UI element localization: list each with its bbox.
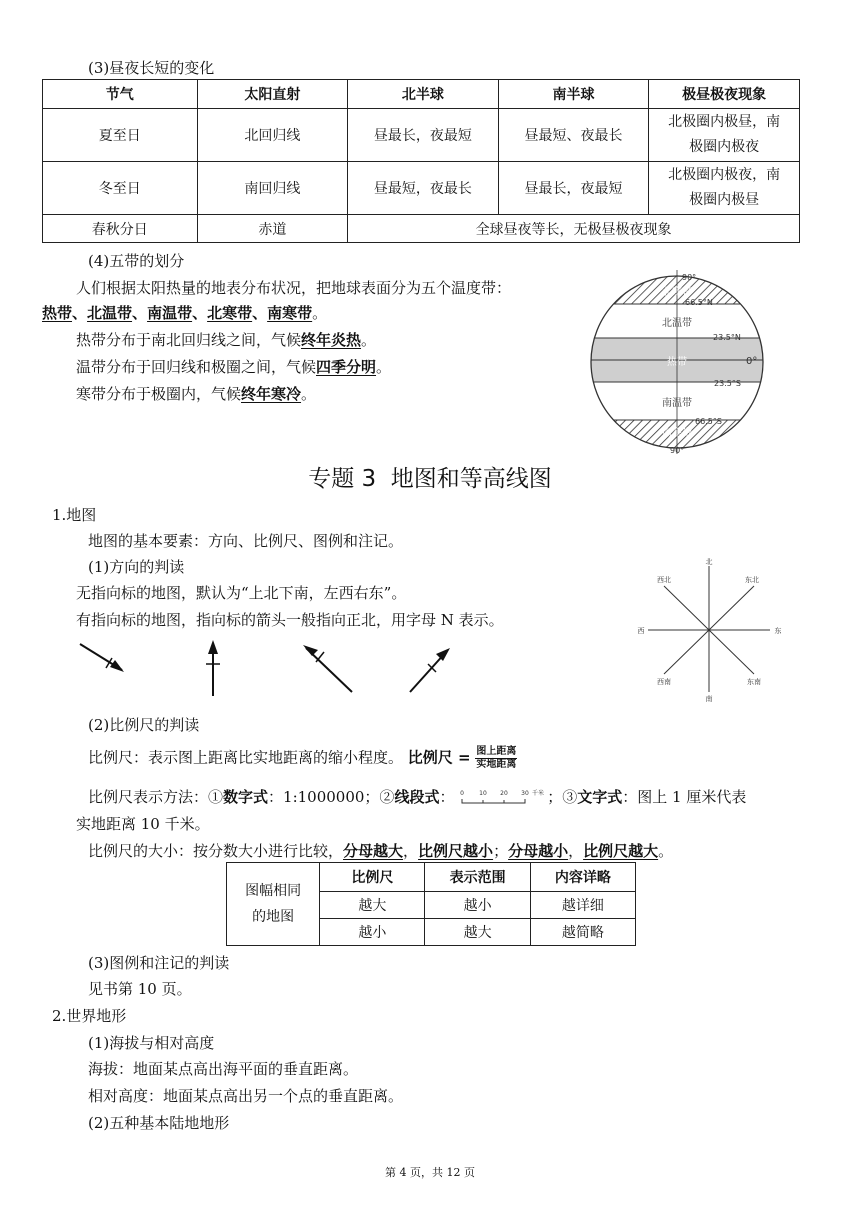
emphasis: 四季分明 (316, 358, 377, 376)
separator: 、 (72, 304, 88, 322)
table-cell: 冬至日 (43, 162, 198, 215)
table-cell (649, 162, 800, 215)
text: ， (403, 842, 419, 860)
text: ：1:1000000；② (268, 788, 395, 806)
emphasis: 终年炎热 (301, 331, 362, 349)
text: 寒带分布于极圈内，气候 (76, 385, 242, 403)
text: 。 (376, 358, 392, 376)
polar-line: 极圈内极昼 (689, 192, 760, 208)
subheading-daynight: (3)昼夜长短的变化 (88, 59, 215, 77)
table-cell: 昼最短，夜最长 (348, 162, 499, 215)
compass-label: 北 (705, 558, 713, 566)
scale-size (88, 840, 673, 861)
table-cell: 越大 (320, 892, 425, 919)
emphasis: 比例尺越小 (418, 842, 494, 860)
side-label: 图幅相同 (245, 883, 302, 899)
map-elements: 地图的基本要素：方向、比例尺、图例和注记。 (88, 532, 404, 550)
zone-term: 南温带 (147, 304, 193, 322)
compass-label: 南 (705, 695, 713, 702)
table-row (43, 162, 800, 215)
table-cell: 越详细 (530, 892, 635, 919)
polar-line: 北极圈内极夜，南 (668, 167, 781, 183)
table-cell (227, 863, 320, 946)
compass-label: 西南 (657, 678, 671, 686)
table-cell (649, 109, 800, 162)
scale-tick: 30 (521, 790, 530, 797)
table-cell: 北回归线 (197, 109, 348, 162)
emphasis: 分母越小 (508, 842, 569, 860)
table-header: 极昼极夜现象 (649, 80, 800, 109)
side-label: 的地图 (252, 909, 295, 925)
lat-label: 23.5°N (713, 333, 741, 342)
text: 。 (301, 385, 317, 403)
emphasis: 比例尺越大 (583, 842, 659, 860)
text: 。 (361, 331, 377, 349)
text: ：图上 1 厘米代表 (622, 788, 747, 806)
emphasis: 分母越大 (343, 842, 404, 860)
subheading-landforms: (2)五种基本陆地地形 (88, 1114, 230, 1132)
term: 线段式 (394, 788, 440, 806)
compass-label: 东北 (745, 576, 759, 584)
table-cell: 越小 (425, 892, 530, 919)
north-arrow-icon (410, 648, 450, 692)
formula-label: 比例尺 = (407, 748, 471, 767)
line-scale-bar (459, 789, 547, 807)
section-terrain: 2.世界地形 (52, 1007, 127, 1025)
table-header: 表示范围 (425, 863, 530, 892)
table-header: 南半球 (498, 80, 649, 109)
table-header: 北半球 (348, 80, 499, 109)
table-cell: 夏至日 (43, 109, 198, 162)
table-header: 节气 (43, 80, 198, 109)
north-arrow-examples (76, 636, 506, 698)
table-cell: 越简略 (530, 919, 635, 946)
scale-unit: 千米 (532, 790, 545, 797)
table-cell: 赤道 (197, 215, 348, 243)
compass-label: 西 (637, 627, 645, 635)
lat-label: 66.5°N (685, 298, 713, 307)
zone-term: 热带 (42, 304, 73, 322)
text: 。 (658, 842, 674, 860)
text: 比例尺：表示图上距离比实地距离的缩小程度。 (88, 748, 404, 767)
north-arrow-icon (206, 640, 220, 696)
tropic-line (76, 329, 376, 350)
scale-table (226, 862, 636, 946)
table-header: 太阳直射 (197, 80, 348, 109)
zone-term: 北温带 (87, 304, 133, 322)
zone-label: 热带 (667, 357, 687, 368)
subheading-zones: (4)五带的划分 (88, 252, 185, 270)
text: ； (493, 842, 509, 860)
subheading-scale: (2)比例尺的判读 (88, 716, 200, 734)
numerator: 图上距离 (476, 746, 517, 757)
zone-label: 南温带 (662, 398, 692, 409)
text: 温带分布于回归线和极圈之间，气候 (76, 358, 317, 376)
table-row (43, 215, 800, 243)
no-arrow-rule: 无指向标的地图，默认为“上北下南，左西右东”。 (76, 584, 407, 602)
north-arrow-icon (303, 645, 352, 692)
table-cell: 昼最短、夜最长 (498, 109, 649, 162)
polar-line: 北极圈内极昼，南 (668, 114, 781, 130)
text: ， (568, 842, 584, 860)
topic-title: 专题 3 地图和等高线图 (308, 466, 552, 492)
compass-label: 西北 (657, 576, 671, 584)
zone-label: 北温带 (662, 318, 692, 329)
page-footer: 第 4 页，共 12 页 (385, 1166, 475, 1179)
scale-methods-cont: 实地距离 10 千米。 (76, 815, 210, 833)
subheading-altitude: (1)海拔与相对高度 (88, 1034, 215, 1052)
compass-label: 东南 (747, 678, 761, 686)
table-cell: 昼最长，夜最短 (348, 109, 499, 162)
text: 比例尺的大小：按分数大小进行比较， (88, 842, 344, 860)
table-cell: 越大 (425, 919, 530, 946)
term: 文字式 (577, 788, 623, 806)
table-cell: 越小 (320, 919, 425, 946)
subheading-legend: (3)图例和注记的判读 (88, 954, 230, 972)
lat-label: 0° (746, 356, 758, 367)
five-zones-globe (582, 268, 772, 456)
separator: 、 (192, 304, 208, 322)
zone-label: 南寒带 (662, 428, 692, 439)
text: 热带分布于南北回归线之间，气候 (76, 331, 302, 349)
table-cell: 全球昼夜等长，无极昼极夜现象 (348, 215, 800, 243)
term: 数字式 (223, 788, 269, 806)
zone-term: 南寒带 (267, 304, 313, 322)
compass-rose (634, 556, 784, 702)
lat-label: 66.5°S (695, 417, 722, 426)
section-map: 1.地图 (52, 506, 97, 524)
separator: 、 (252, 304, 268, 322)
table-cell: 南回归线 (197, 162, 348, 215)
relative-height-def: 相对高度：地面某点高出另一个点的垂直距离。 (88, 1087, 404, 1105)
see-book: 见书第 10 页。 (88, 980, 192, 998)
text: ： (439, 788, 455, 806)
table-row (43, 109, 800, 162)
table-cell: 春秋分日 (43, 215, 198, 243)
denominator: 实地距离 (476, 759, 517, 770)
scale-tick: 0 (460, 790, 465, 797)
scale-tick: 10 (479, 790, 488, 797)
zone-term: 北寒带 (207, 304, 253, 322)
daynight-table (42, 79, 800, 243)
scale-methods (88, 786, 746, 807)
separator: 。 (312, 304, 328, 322)
separator: 、 (132, 304, 148, 322)
subheading-direction: (1)方向的判读 (88, 558, 185, 576)
text: 比例尺表示方法：① (88, 788, 224, 806)
zones-list (42, 302, 327, 323)
emphasis: 终年寒冷 (241, 385, 302, 403)
table-cell: 昼最长，夜最短 (498, 162, 649, 215)
scale-definition (88, 746, 517, 771)
table-header: 比例尺 (320, 863, 425, 892)
polar-line: 极圈内极夜 (689, 139, 760, 155)
altitude-def: 海拔：地面某点高出海平面的垂直距离。 (88, 1060, 359, 1078)
scale-fraction (475, 746, 517, 771)
table-header: 内容详略 (530, 863, 635, 892)
scale-tick: 20 (500, 790, 509, 797)
north-arrow-icon (80, 644, 124, 672)
zone-label: 北寒带 (662, 287, 692, 298)
lat-label: 90° (670, 446, 685, 455)
lat-label: 23.5°S (714, 379, 741, 388)
with-arrow-rule: 有指向标的地图，指向标的箭头一般指向正北，用字母 N 表示。 (76, 611, 504, 629)
text: ；③ (547, 788, 578, 806)
compass-label: 东 (774, 627, 782, 635)
zones-intro: 人们根据太阳热量的地表分布状况，把地球表面分为五个温度带： (76, 279, 512, 297)
frigid-line (76, 383, 316, 404)
temperate-line (76, 356, 391, 377)
lat-label: 90° (682, 273, 697, 282)
